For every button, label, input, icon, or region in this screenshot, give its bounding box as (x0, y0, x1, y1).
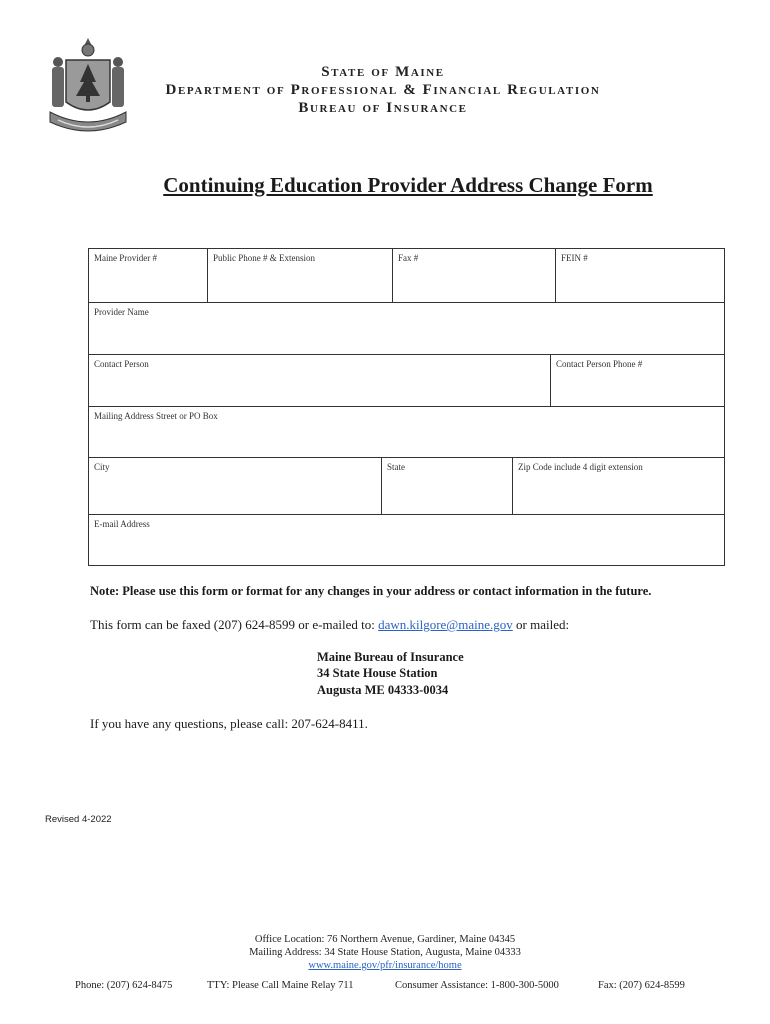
header-state: State of Maine (321, 64, 445, 80)
fax-instructions (90, 617, 569, 633)
field-maine-provider[interactable] (88, 248, 208, 303)
field-fein[interactable] (555, 248, 725, 303)
field-label: Fax # (398, 253, 419, 263)
field-label: FEIN # (561, 253, 588, 263)
mailing-address-line1: Maine Bureau of Insurance (317, 650, 464, 664)
revision-date: Revised 4-2022 (45, 814, 112, 825)
questions-text: If you have any questions, please call: 207-624-8411. (90, 716, 368, 731)
field-zip-code[interactable] (512, 457, 725, 515)
field-contact-phone[interactable] (550, 354, 725, 407)
field-label: City (94, 462, 110, 472)
field-label: Public Phone # & Extension (213, 253, 315, 263)
header-bureau: Bureau of Insurance (298, 100, 468, 116)
field-fax[interactable] (392, 248, 556, 303)
footer-mailing-address: Mailing Address: 34 State House Station, Augusta, Maine 04333 (249, 947, 521, 958)
field-contact-person[interactable] (88, 354, 551, 407)
mailing-address-line2: 34 State House Station (317, 666, 438, 680)
field-label: Provider Name (94, 307, 149, 317)
field-label: Zip Code include 4 digit extension (518, 462, 643, 472)
email-link[interactable]: dawn.kilgore@maine.gov (378, 617, 513, 632)
footer-fax: Fax: (207) 624-8599 (598, 980, 685, 991)
footer-tty: TTY: Please Call Maine Relay 711 (207, 980, 354, 991)
footer-office-location: Office Location: 76 Northern Avenue, Gardiner, Maine 04345 (254, 934, 516, 945)
footer-consumer-assistance: Consumer Assistance: 1-800-300-5000 (395, 980, 559, 991)
field-public-phone[interactable] (207, 248, 393, 303)
header-department: Department of Professional & Financial Regulation (165, 82, 601, 98)
footer-website-link (0, 960, 770, 971)
mailing-address-line3: Augusta ME 04333-0034 (317, 683, 449, 697)
field-mailing-address[interactable] (88, 406, 725, 458)
fax-instructions-pre: This form can be faxed (207) 624-8599 or e-mailed to: (90, 617, 379, 632)
field-label: Mailing Address Street or PO Box (94, 411, 218, 421)
field-city[interactable] (88, 457, 382, 515)
field-label: E-mail Address (94, 519, 150, 529)
footer-phone: Phone: (207) 624-8475 (75, 980, 173, 991)
field-label: Maine Provider # (94, 253, 157, 263)
field-label: Contact Person (94, 359, 149, 369)
website-link[interactable]: www.maine.gov/pfr/insurance/home (308, 960, 462, 971)
form-title: Continuing Education Provider Address Change Form (163, 173, 653, 197)
field-provider-name[interactable] (88, 302, 725, 355)
field-label: State (387, 462, 405, 472)
field-email-address[interactable] (88, 514, 725, 566)
field-label: Contact Person Phone # (556, 359, 643, 369)
field-state[interactable] (381, 457, 513, 515)
fax-instructions-post: or mailed: (512, 617, 570, 632)
note-text: Note: Please use this form or format for any changes in your address or contact information in the future. (90, 584, 652, 598)
